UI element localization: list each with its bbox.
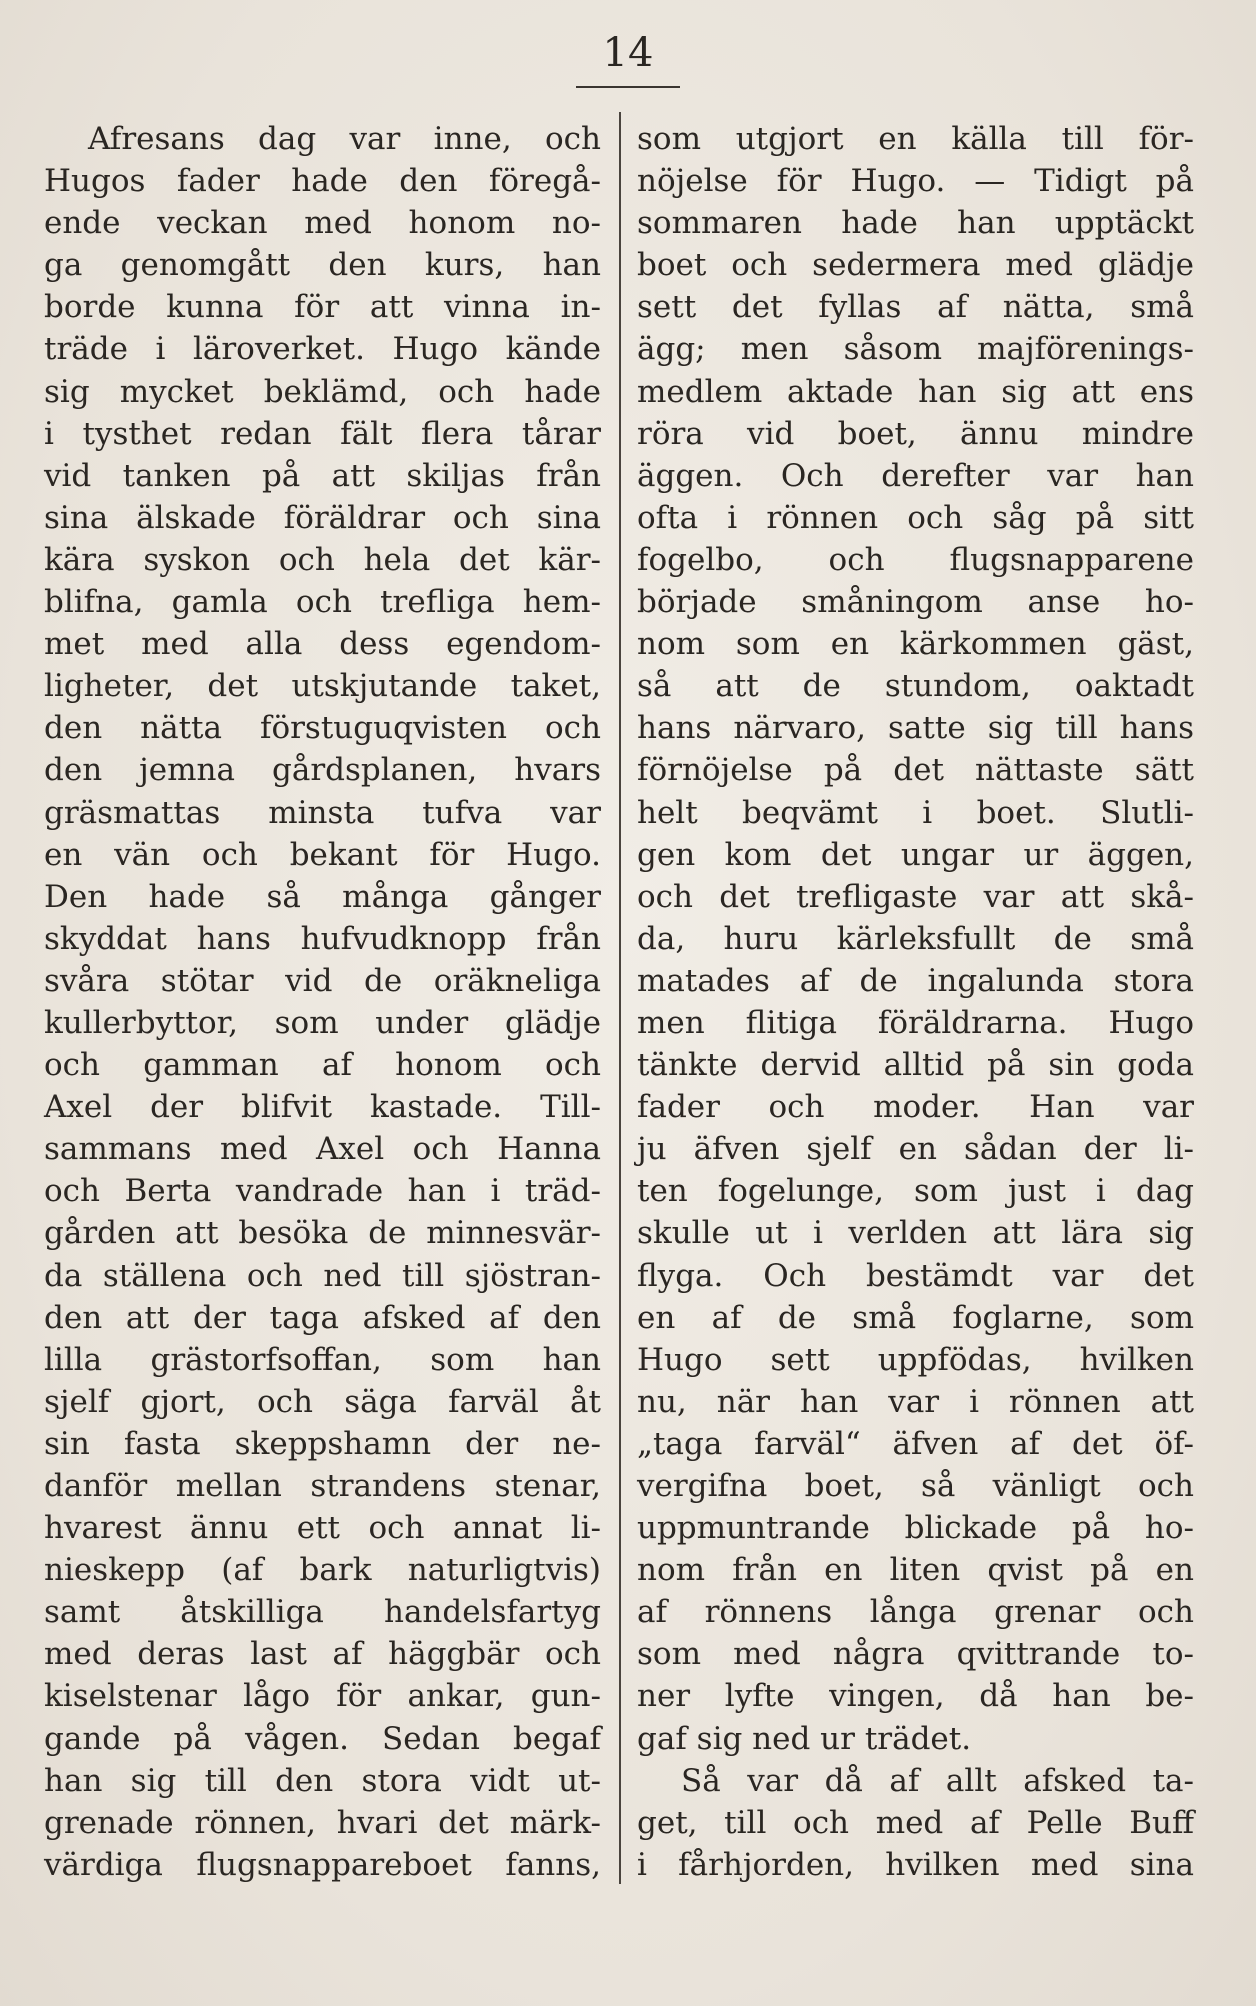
text-line: ten fogelunge, som just i dag xyxy=(637,1173,1194,1210)
text-line: men flitiga föräldrarna. Hugo xyxy=(637,1004,1194,1041)
text-line: nom som en kärkommen gäst, xyxy=(637,626,1194,663)
text-line: ner lyfte vingen, då han be- xyxy=(637,1678,1194,1715)
text-line: sjelf gjort, och säga farväl åt xyxy=(44,1383,601,1420)
text-line: tänkte dervid alltid på sin goda xyxy=(637,1047,1194,1084)
text-line: ga genomgått den kurs, han xyxy=(44,247,601,284)
text-line: värdiga flugsnappareboet fanns, xyxy=(44,1846,601,1883)
text-line: uppmuntrande blickade på ho- xyxy=(637,1510,1194,1547)
text-line: den nätta förstuguqvisten och xyxy=(44,710,601,747)
text-line: skulle ut i verlden att lära sig xyxy=(637,1215,1194,1252)
text-line: Hugos fader hade den föregå- xyxy=(44,163,601,200)
text-line: träde i läroverket. Hugo kände xyxy=(44,331,601,368)
text-line: met med alla dess egendom- xyxy=(44,626,601,663)
text-line: nom från en liten qvist på en xyxy=(637,1552,1194,1589)
text-line: han sig till den stora vidt ut- xyxy=(44,1762,601,1799)
text-line: gården att besöka de minnesvär- xyxy=(44,1215,601,1252)
text-line: den jemna gårdsplanen, hvars xyxy=(44,752,601,789)
text-line: fogelbo, och flugsnapparene xyxy=(637,541,1194,578)
text-line: började småningom anse ho- xyxy=(637,584,1194,621)
column-divider xyxy=(619,112,621,1884)
text-line: en af de små foglarne, som xyxy=(637,1299,1194,1336)
text-line: nieskepp (af bark naturligtvis) xyxy=(44,1552,601,1589)
text-line: ligheter, det utskjutande taket, xyxy=(44,668,601,705)
text-line: Axel der blifvit kastade. Till- xyxy=(44,1089,601,1126)
text-line: get, till och med af Pelle Buff xyxy=(637,1804,1194,1841)
text-line: danför mellan strandens stenar, xyxy=(44,1468,601,1504)
text-line: hans närvaro, satte sig till hans xyxy=(637,710,1194,747)
text-line: äggen. Och derefter var han xyxy=(637,457,1194,494)
text-line: gande på vågen. Sedan begaf xyxy=(44,1720,601,1757)
text-line: sett det fyllas af nätta, små xyxy=(637,289,1194,326)
text-line: helt beqvämt i boet. Slutli- xyxy=(637,794,1194,831)
text-line: gen kom det ungar ur äggen, xyxy=(637,836,1194,873)
text-line: samt åtskilliga handelsfartyg xyxy=(44,1594,601,1631)
text-line: flyga. Och bestämdt var det xyxy=(637,1257,1194,1294)
text-line: så att de stundom, oaktadt xyxy=(637,668,1194,705)
text-line: nu, när han var i rönnen att xyxy=(637,1383,1194,1420)
text-line: sin fasta skeppshamn der ne- xyxy=(44,1425,601,1462)
text-line: med deras last af häggbär och xyxy=(44,1636,601,1673)
text-line: som utgjort en källa till för- xyxy=(637,121,1194,157)
text-line: ägg; men såsom majförenings- xyxy=(637,331,1194,368)
text-line: vergifna boet, så vänligt och xyxy=(637,1468,1194,1504)
text-line: da ställena och ned till sjöstran- xyxy=(44,1257,601,1294)
text-line: „taga farväl“ äfven af det öf- xyxy=(637,1425,1194,1462)
text-line: sommaren hade han upptäckt xyxy=(637,205,1194,242)
text-line: sammans med Axel och Hanna xyxy=(44,1131,601,1168)
right-text-column xyxy=(637,118,1194,1886)
text-line: hvarest ännu ett och annat li- xyxy=(44,1510,601,1547)
text-line: grenade rönnen, hvari det märk- xyxy=(44,1804,601,1841)
text-line: matades af de ingalunda stora xyxy=(637,962,1194,999)
page-number: 14 xyxy=(602,30,654,76)
text-line: ofta i rönnen och såg på sitt xyxy=(637,499,1194,536)
text-line: Afresans dag var inne, och xyxy=(88,121,601,157)
text-line: gräsmattas minsta tufva var xyxy=(44,794,601,831)
text-line: den att der taga afsked af den xyxy=(44,1299,601,1336)
text-line: lilla grästorfsoffan, som han xyxy=(44,1341,601,1378)
text-line: fader och moder. Han var xyxy=(637,1089,1194,1126)
text-line: skyddat hans hufvudknopp från xyxy=(44,920,601,957)
text-line: som med några qvittrande to- xyxy=(637,1636,1194,1673)
text-line: sina älskade föräldrar och sina xyxy=(44,499,601,536)
text-line: i fårhjorden, hvilken med sina xyxy=(637,1846,1194,1883)
text-line: kiselstenar lågo för ankar, gun- xyxy=(44,1678,601,1715)
text-line: i tysthet redan fält flera tårar xyxy=(44,415,601,452)
text-line: sig mycket beklämd, och hade xyxy=(44,373,601,410)
text-line: blifna, gamla och trefliga hem- xyxy=(44,584,601,621)
text-line: kullerbyttor, som under glädje xyxy=(44,1004,601,1041)
text-line: och Berta vandrade han i träd- xyxy=(44,1173,601,1210)
text-line: borde kunna för att vinna in- xyxy=(44,289,601,326)
text-line: nöjelse för Hugo. — Tidigt på xyxy=(637,163,1194,200)
text-line: Hugo sett uppfödas, hvilken xyxy=(637,1341,1194,1378)
text-line: och gamman af honom och xyxy=(44,1047,601,1084)
text-line: röra vid boet, ännu mindre xyxy=(637,415,1194,452)
text-line: kära syskon och hela det kär- xyxy=(44,541,601,578)
text-line: ende veckan med honom no- xyxy=(44,205,601,242)
header-rule xyxy=(576,86,680,88)
text-line: ju äfven sjelf en sådan der li- xyxy=(637,1131,1194,1168)
text-line: boet och sedermera med glädje xyxy=(637,247,1194,284)
text-line: af rönnens långa grenar och xyxy=(637,1594,1194,1631)
text-line: och det trefligaste var att skå- xyxy=(637,878,1194,915)
text-line: en vän och bekant för Hugo. xyxy=(44,836,601,873)
left-text-column xyxy=(44,118,601,1886)
text-line: Den hade så många gånger xyxy=(44,878,601,915)
text-line: da, huru kärleksfullt de små xyxy=(637,920,1194,957)
text-line: gaf sig ned ur trädet. xyxy=(637,1720,972,1757)
text-line: vid tanken på att skiljas från xyxy=(44,457,601,494)
text-line: förnöjelse på det nättaste sätt xyxy=(637,752,1194,789)
text-line: medlem aktade han sig att ens xyxy=(637,373,1194,410)
text-line: Så var då af allt afsked ta- xyxy=(681,1762,1194,1799)
text-line: svåra stötar vid de oräkneliga xyxy=(44,962,601,999)
